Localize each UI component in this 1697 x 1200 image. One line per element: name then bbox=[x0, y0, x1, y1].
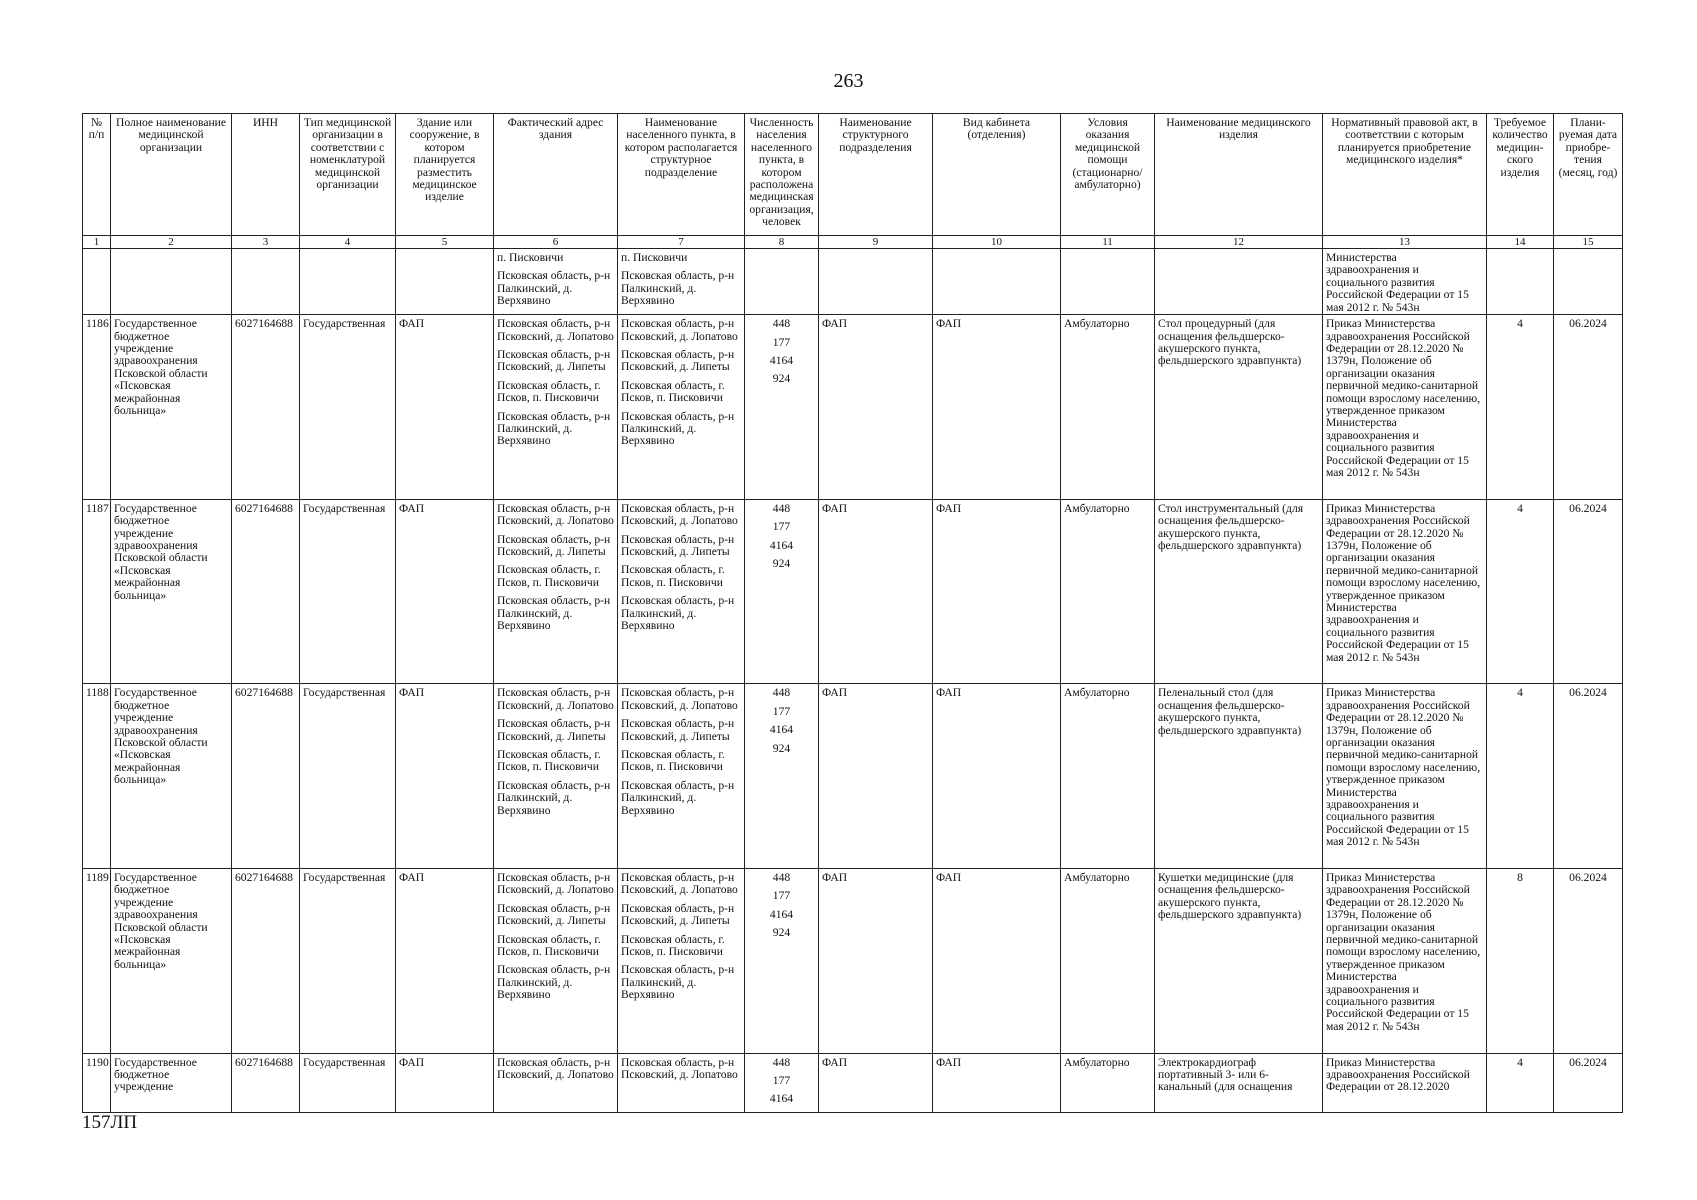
address-cell bbox=[494, 1053, 618, 1112]
locality-cell bbox=[618, 249, 745, 315]
quantity-cell: 8 bbox=[1487, 868, 1554, 1053]
population-value: 924 bbox=[772, 741, 791, 755]
population-value: 448 bbox=[772, 686, 791, 700]
col-header: Полное наименование медицинской организации bbox=[111, 114, 232, 236]
address-cell bbox=[494, 499, 618, 684]
locality-line: Псковская область, г. Псков, п. Писковичи bbox=[621, 748, 725, 774]
cabinet-cell: ФАП bbox=[933, 684, 1061, 869]
org-type-cell: Государственная bbox=[300, 868, 396, 1053]
locality-cell bbox=[618, 684, 745, 869]
org-type-cell: Государственная bbox=[300, 684, 396, 869]
col-number: 7 bbox=[618, 236, 745, 249]
quantity-cell: 4 bbox=[1487, 315, 1554, 500]
legal-act-cell: Приказ Министерства здравоохранения Российской Федерации от 28.12.2020 № 1379н, Положение об организации оказания первичной медико-санитарной помощи взрослому населению, утвержденное приказом Министерства здравоохранения и социального развития Российской Федерации от 15 мая 2012 г. № 543н bbox=[1323, 684, 1487, 869]
population-cell bbox=[745, 684, 819, 869]
population-value: 448 bbox=[772, 317, 791, 331]
locality-line: Псковская область, р-н Псковский, д. Лопатово bbox=[621, 1055, 738, 1081]
locality-line: Псковская область, г. Псков, п. Писковичи bbox=[621, 378, 725, 405]
locality-line: Псковская область, р-н Псковский, д. Лопатово bbox=[621, 870, 738, 897]
page-number: 263 bbox=[833, 70, 864, 92]
quantity-cell: 4 bbox=[1487, 1053, 1554, 1112]
col-number: 2 bbox=[111, 236, 232, 249]
address-line: Псковская область, р-н Палкинский, д. Верхявино bbox=[497, 409, 611, 448]
header-row bbox=[83, 114, 1623, 236]
col-number: 1 bbox=[83, 236, 111, 249]
date-cell: 06.2024 bbox=[1554, 868, 1623, 1053]
inn-cell: 6027164688 bbox=[232, 684, 300, 869]
locality-line: Псковская область, г. Псков, п. Писковичи bbox=[621, 932, 725, 958]
locality-cell bbox=[618, 315, 745, 500]
address-line: Псковская область, р-н Псковский, д. Липеты bbox=[497, 532, 611, 559]
population-value: 177 bbox=[772, 889, 791, 903]
inn-cell: 6027164688 bbox=[232, 1053, 300, 1112]
conditions-cell: Амбулаторно bbox=[1061, 1053, 1155, 1112]
col-header: Наименование населенного пункта, в котором располагается структурное подразделение bbox=[618, 114, 745, 236]
col-header: ИНН bbox=[232, 114, 300, 236]
building-cell: ФАП bbox=[396, 684, 494, 869]
population-value: 177 bbox=[772, 704, 791, 718]
address-line: Псковская область, р-н Палкинский, д. Верхявино bbox=[497, 269, 611, 308]
legal-act-cell: Приказ Министерства здравоохранения Российской Федерации от 28.12.2020 bbox=[1323, 1053, 1487, 1112]
population-cell bbox=[745, 868, 819, 1053]
population-cell bbox=[745, 499, 819, 684]
address-line: Псковская область, р-н Псковский, д. Лопатово bbox=[497, 686, 614, 712]
date-cell: 06.2024 bbox=[1554, 1053, 1623, 1112]
locality-line: Псковская область, р-н Палкинский, д. Верхявино bbox=[621, 269, 735, 308]
col-header: Нормативный правовой акт, в соответствии с которым планируется приобретение медицинского изделия* bbox=[1323, 114, 1487, 236]
device-cell: Электрокардиограф портативный 3- или 6-канальный (для оснащения bbox=[1155, 1053, 1323, 1112]
date-cell: 06.2024 bbox=[1554, 315, 1623, 500]
locality-cell bbox=[618, 499, 745, 684]
cabinet-cell: ФАП bbox=[933, 499, 1061, 684]
locality-line: Псковская область, р-н Палкинский, д. Верхявино bbox=[621, 409, 735, 448]
row-number: 1186 bbox=[83, 315, 111, 500]
inn-cell: 6027164688 bbox=[232, 315, 300, 500]
inn-cell: 6027164688 bbox=[232, 499, 300, 684]
conditions-cell: Амбулаторно bbox=[1061, 315, 1155, 500]
population-cell bbox=[745, 1053, 819, 1112]
locality-line: Псковская область, р-н Палкинский, д. Верхявино bbox=[621, 594, 735, 633]
col-header: Здание или сооружение, в котором планируется разместить медицинское изделие bbox=[396, 114, 494, 236]
document-code: 157ЛП bbox=[82, 1112, 138, 1133]
legal-act-cell: Приказ Министерства здравоохранения Российской Федерации от 28.12.2020 № 1379н, Положение об организации оказания первичной медико-санитарной помощи взрослому населению, утвержденное приказом Министерства здравоохранения и социального развития Российской Федерации от 15 мая 2012 г. № 543н bbox=[1323, 315, 1487, 500]
col-header: Фактический адрес здания bbox=[494, 114, 618, 236]
col-number: 4 bbox=[300, 236, 396, 249]
address-line: Псковская область, г. Псков, п. Писковичи bbox=[497, 932, 601, 958]
org-type-cell: Государственная bbox=[300, 315, 396, 500]
organization-cell: Государственное бюджетное учреждение bbox=[111, 1053, 232, 1112]
address-line: Псковская область, г. Псков, п. Писковичи bbox=[497, 748, 601, 774]
organization-cell: Государственное бюджетное учреждение здравоохранения Псковской области «Псковская межрайонная больница» bbox=[111, 868, 232, 1053]
address-line: Псковская область, р-н Псковский, д. Лопатово bbox=[497, 870, 614, 897]
device-cell: Кушетки медицинские (для оснащения фельдшерско-акушерского пункта, фельдшерского здравпункта) bbox=[1155, 868, 1323, 1053]
building-cell: ФАП bbox=[396, 499, 494, 684]
col-number: 3 bbox=[232, 236, 300, 249]
col-header: Вид кабинета (отделения) bbox=[933, 114, 1061, 236]
cabinet-cell: ФАП bbox=[933, 1053, 1061, 1112]
population-cell bbox=[745, 315, 819, 500]
col-header: Наименование структурного подразделения bbox=[819, 114, 933, 236]
device-cell: Пеленальный стол (для оснащения фельдшерско-акушерского пункта, фельдшерского здравпункта) bbox=[1155, 684, 1323, 869]
unit-cell: ФАП bbox=[819, 315, 933, 500]
address-cell bbox=[494, 249, 618, 315]
organization-cell: Государственное бюджетное учреждение здравоохранения Псковской области «Псковская межрайонная больница» bbox=[111, 684, 232, 869]
organization-cell: Государственное бюджетное учреждение здравоохранения Псковской области «Псковская межрайонная больница» bbox=[111, 315, 232, 500]
building-cell: ФАП bbox=[396, 868, 494, 1053]
row-number: 1190 bbox=[83, 1053, 111, 1112]
col-number: 14 bbox=[1487, 236, 1554, 249]
row-number: 1188 bbox=[83, 684, 111, 869]
col-header: Плани-руемая дата приобре-тения (месяц, год) bbox=[1554, 114, 1623, 236]
population-value: 4164 bbox=[769, 907, 794, 921]
address-line: п. Писковичи bbox=[497, 251, 564, 264]
legal-act-cell: Приказ Министерства здравоохранения Российской Федерации от 28.12.2020 № 1379н, Положение об организации оказания первичной медико-санитарной помощи взрослому населению, утвержденное приказом Министерства здравоохранения и социального развития Российской Федерации от 15 мая 2012 г. № 543н bbox=[1323, 868, 1487, 1053]
population-value: 177 bbox=[772, 520, 791, 534]
conditions-cell: Амбулаторно bbox=[1061, 868, 1155, 1053]
address-line: Псковская область, р-н Палкинский, д. Верхявино bbox=[497, 963, 611, 1002]
locality-line: Псковская область, р-н Псковский, д. Липеты bbox=[621, 901, 735, 928]
org-type-cell: Государственная bbox=[300, 1053, 396, 1112]
population-value: 448 bbox=[772, 1055, 791, 1069]
cabinet-cell: ФАП bbox=[933, 315, 1061, 500]
population-value: 4164 bbox=[769, 354, 794, 368]
locality-cell bbox=[618, 868, 745, 1053]
population-value: 448 bbox=[772, 501, 791, 515]
address-line: Псковская область, р-н Псковский, д. Лопатово bbox=[497, 317, 614, 343]
cabinet-cell: ФАП bbox=[933, 868, 1061, 1053]
address-cell bbox=[494, 315, 618, 500]
address-line: Псковская область, р-н Псковский, д. Липеты bbox=[497, 348, 611, 374]
address-line: Псковская область, р-н Палкинский, д. Верхявино bbox=[497, 594, 611, 633]
col-header: Требуемое количество медицин-ского изделия bbox=[1487, 114, 1554, 236]
legal-act-cell: Приказ Министерства здравоохранения Российской Федерации от 28.12.2020 № 1379н, Положение об организации оказания первичной медико-санитарной помощи взрослому населению, утвержденное приказом Министерства здравоохранения и социального развития Российской Федерации от 15 мая 2012 г. № 543н bbox=[1323, 499, 1487, 684]
building-cell: ФАП bbox=[396, 1053, 494, 1112]
locality-line: Псковская область, р-н Псковский, д. Липеты bbox=[621, 717, 735, 743]
address-cell bbox=[494, 684, 618, 869]
locality-line: Псковская область, р-н Псковский, д. Лопатово bbox=[621, 686, 738, 712]
address-line: Псковская область, г. Псков, п. Писковичи bbox=[497, 378, 601, 405]
quantity-cell: 4 bbox=[1487, 684, 1554, 869]
unit-cell: ФАП bbox=[819, 1053, 933, 1112]
building-cell: ФАП bbox=[396, 315, 494, 500]
locality-line: Псковская область, р-н Палкинский, д. Верхявино bbox=[621, 963, 735, 1002]
device-cell: Стол инструментальный (для оснащения фельдшерско-акушерского пункта, фельдшерского здравпункта) bbox=[1155, 499, 1323, 684]
col-number: 12 bbox=[1155, 236, 1323, 249]
table-row bbox=[83, 868, 1623, 1053]
locality-line: Псковская область, р-н Палкинский, д. Верхявино bbox=[621, 778, 735, 817]
population-value: 177 bbox=[772, 335, 791, 349]
address-line: Псковская область, р-н Палкинский, д. Верхявино bbox=[497, 778, 611, 817]
col-number: 10 bbox=[933, 236, 1061, 249]
col-header: № п/п bbox=[83, 114, 111, 236]
col-number: 8 bbox=[745, 236, 819, 249]
locality-line: Псковская область, р-н Псковский, д. Лопатово bbox=[621, 317, 738, 343]
col-number: 15 bbox=[1554, 236, 1623, 249]
table-row bbox=[83, 684, 1623, 869]
address-line: Псковская область, р-н Псковский, д. Липеты bbox=[497, 717, 611, 743]
col-header: Численность населения населенного пункта, в котором расположена медицинская организация, человек bbox=[745, 114, 819, 236]
population-value: 177 bbox=[772, 1073, 791, 1087]
address-line: Псковская область, р-н Псковский, д. Лопатово bbox=[497, 1055, 614, 1081]
col-header: Наименование медицинского изделия bbox=[1155, 114, 1323, 236]
address-line: Псковская область, г. Псков, п. Писковичи bbox=[497, 563, 601, 589]
locality-line: Псковская область, г. Псков, п. Писковичи bbox=[621, 563, 725, 589]
col-number: 11 bbox=[1061, 236, 1155, 249]
date-cell: 06.2024 bbox=[1554, 684, 1623, 869]
col-number: 5 bbox=[396, 236, 494, 249]
col-number: 6 bbox=[494, 236, 618, 249]
population-value: 924 bbox=[772, 557, 791, 571]
quantity-cell: 4 bbox=[1487, 499, 1554, 684]
table-row bbox=[83, 1053, 1623, 1112]
address-line: Псковская область, р-н Псковский, д. Лопатово bbox=[497, 501, 614, 528]
row-number: 1187 bbox=[83, 499, 111, 684]
locality-line: п. Писковичи bbox=[621, 251, 688, 264]
unit-cell: ФАП bbox=[819, 499, 933, 684]
table-row bbox=[83, 315, 1623, 500]
equipment-table bbox=[82, 113, 1623, 1113]
col-header: Тип медицинской организации в соответствии с номенклатурой медицинской организации bbox=[300, 114, 396, 236]
organization-cell: Государственное бюджетное учреждение здравоохранения Псковской области «Псковская межрайонная больница» bbox=[111, 499, 232, 684]
legal-act-cell: Министерства здравоохранения и социального развития Российской Федерации от 15 мая 2012 г. № 543н bbox=[1323, 249, 1487, 315]
conditions-cell: Амбулаторно bbox=[1061, 684, 1155, 869]
locality-line: Псковская область, р-н Псковский, д. Липеты bbox=[621, 348, 735, 374]
device-cell: Стол процедурный (для оснащения фельдшерско-акушерского пункта, фельдшерского здравпункта) bbox=[1155, 315, 1323, 500]
col-header: Условия оказания медицинской помощи (стационарно/ амбулаторно) bbox=[1061, 114, 1155, 236]
column-number-row bbox=[83, 236, 1623, 249]
table-row bbox=[83, 499, 1623, 684]
continuation-row bbox=[83, 249, 1623, 315]
locality-line: Псковская область, р-н Псковский, д. Лопатово bbox=[621, 501, 738, 528]
population-value: 4164 bbox=[769, 723, 794, 737]
locality-cell bbox=[618, 1053, 745, 1112]
address-cell bbox=[494, 868, 618, 1053]
inn-cell: 6027164688 bbox=[232, 868, 300, 1053]
population-value: 924 bbox=[772, 926, 791, 940]
population-value: 924 bbox=[772, 372, 791, 386]
population-value: 4164 bbox=[769, 538, 794, 552]
row-number: 1189 bbox=[83, 868, 111, 1053]
unit-cell: ФАП bbox=[819, 684, 933, 869]
population-value: 4164 bbox=[769, 1092, 794, 1106]
date-cell: 06.2024 bbox=[1554, 499, 1623, 684]
conditions-cell: Амбулаторно bbox=[1061, 499, 1155, 684]
col-number: 13 bbox=[1323, 236, 1487, 249]
col-number: 9 bbox=[819, 236, 933, 249]
locality-line: Псковская область, р-н Псковский, д. Липеты bbox=[621, 532, 735, 559]
org-type-cell: Государственная bbox=[300, 499, 396, 684]
address-line: Псковская область, р-н Псковский, д. Липеты bbox=[497, 901, 611, 928]
unit-cell: ФАП bbox=[819, 868, 933, 1053]
population-value: 448 bbox=[772, 870, 791, 884]
